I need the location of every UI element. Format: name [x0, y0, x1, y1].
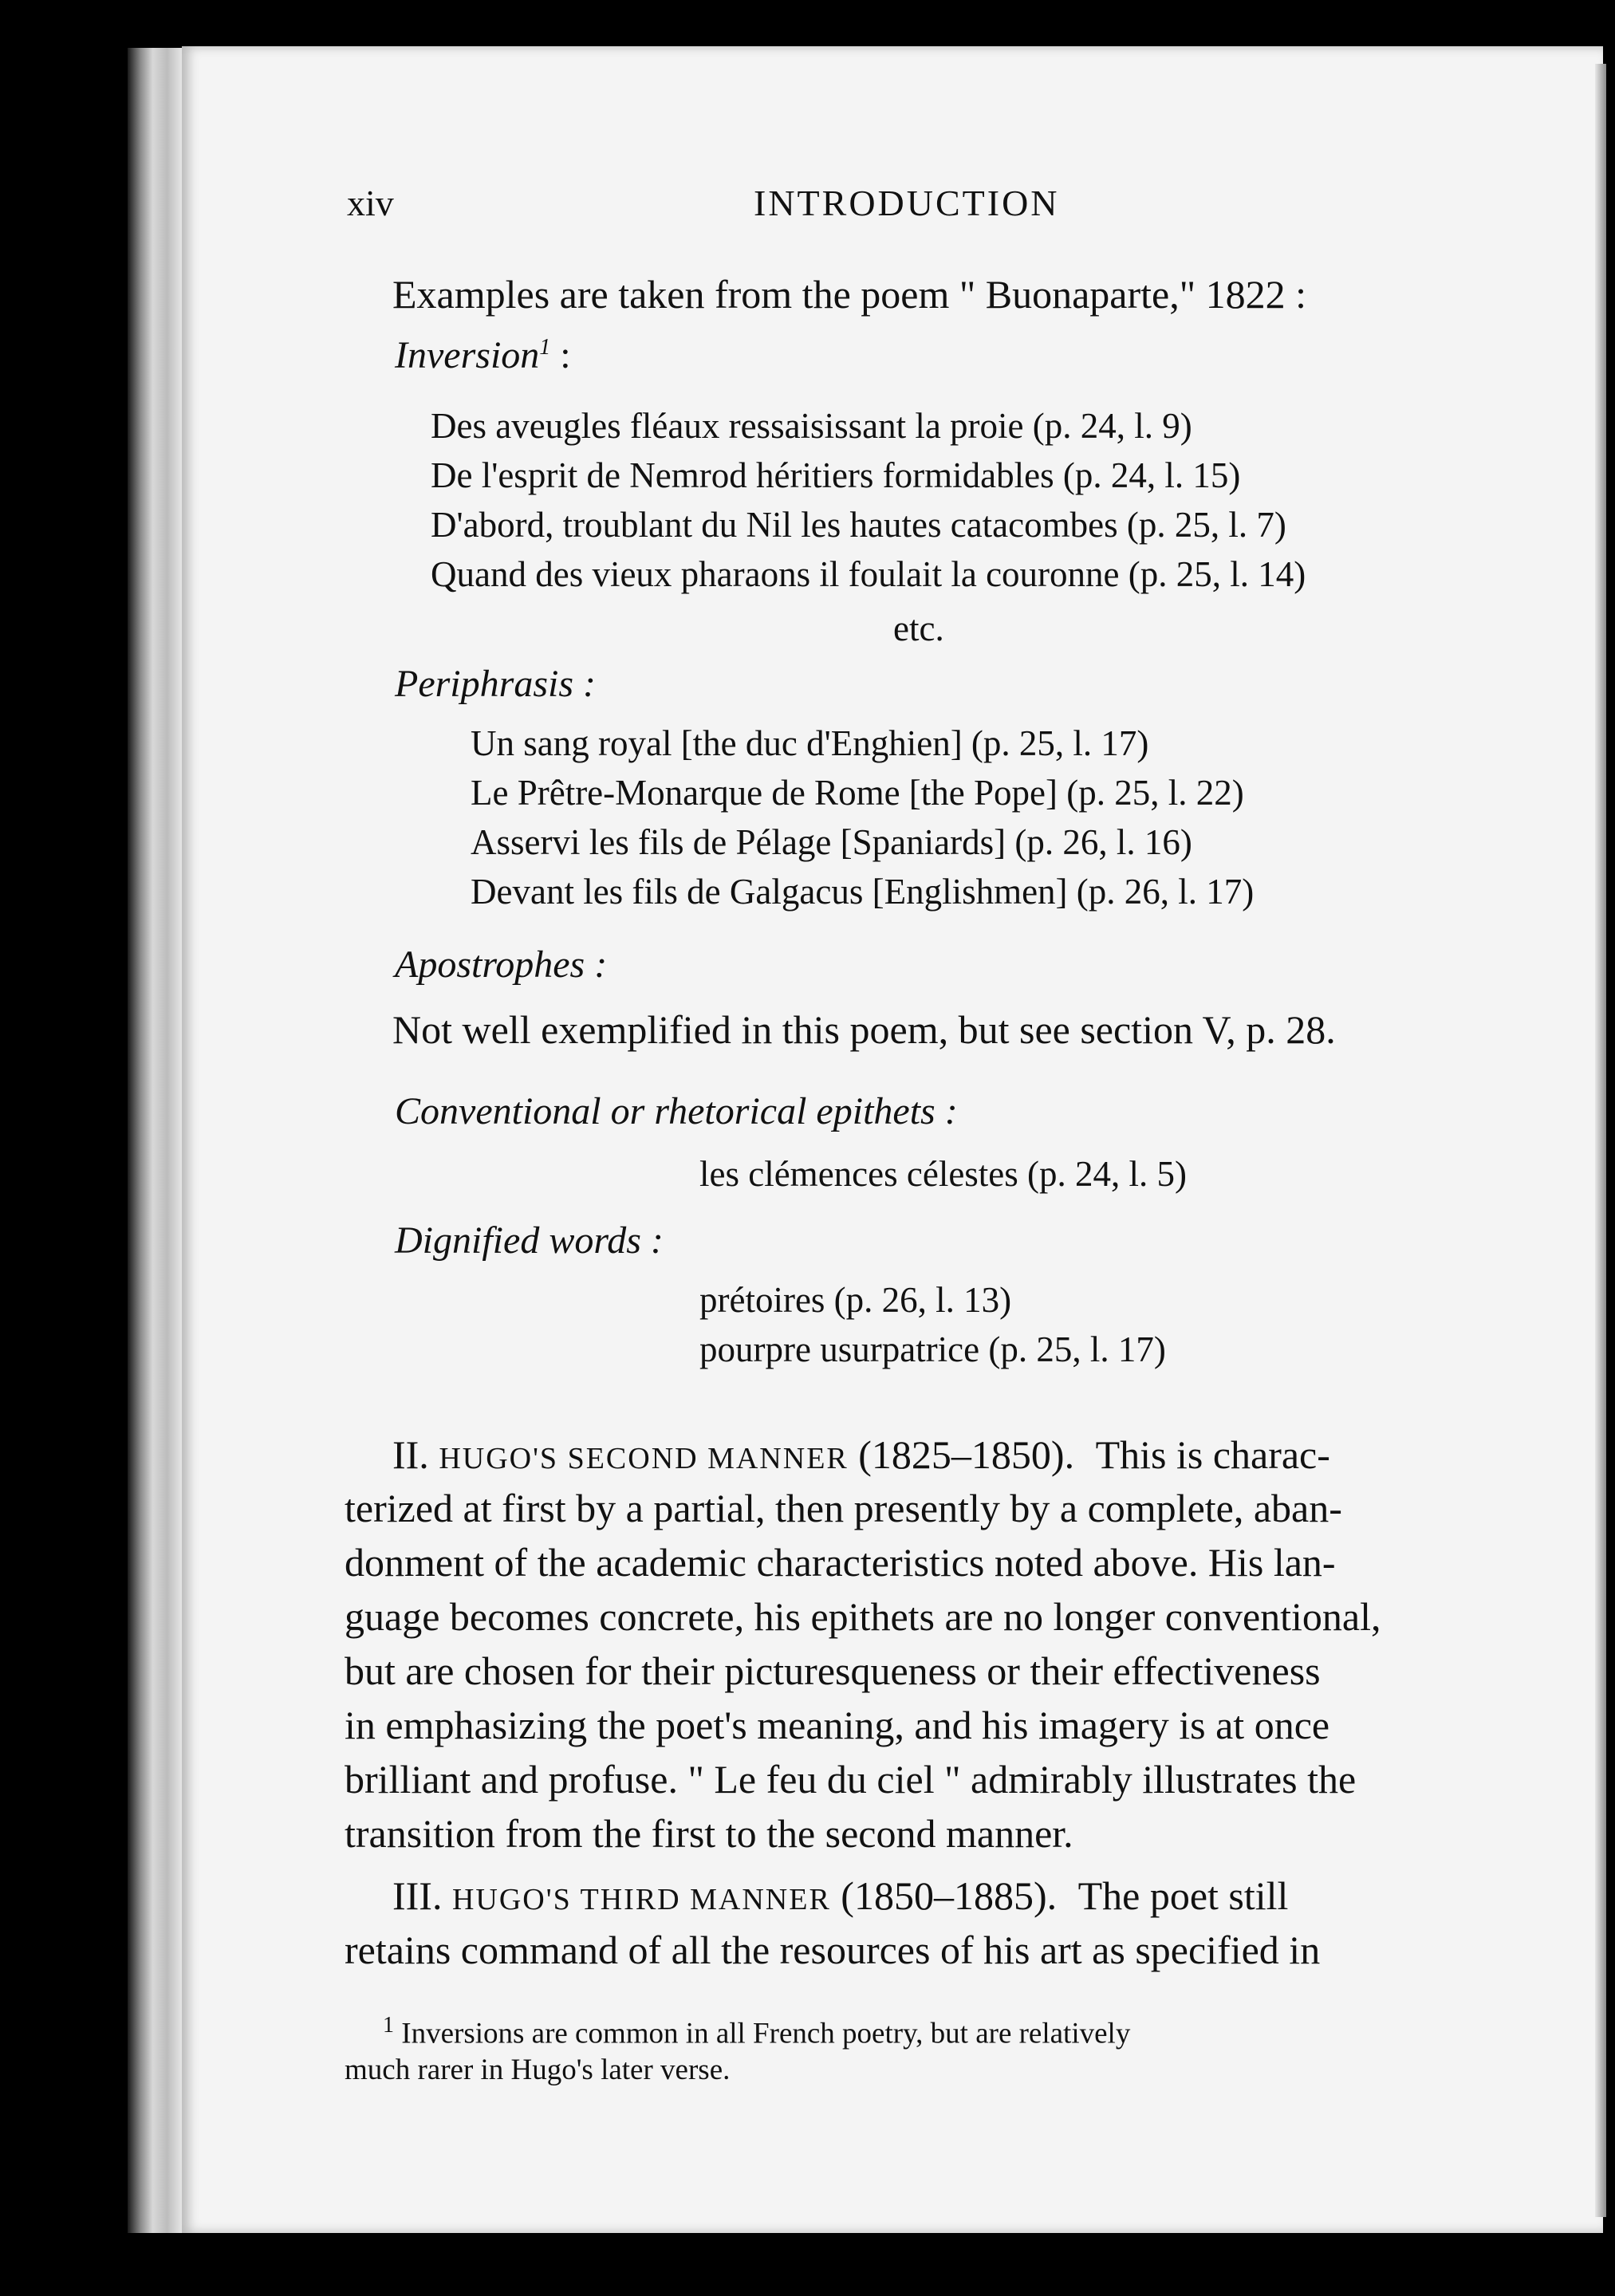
footnote-marker: 1: [383, 2013, 394, 2038]
footnote-line: much rarer in Hugo's later verse.: [345, 2054, 731, 2086]
inversion-heading: [395, 333, 571, 377]
manner-two-text: This is charac-: [1095, 1432, 1330, 1477]
footnote-text: Inversions are common in all French poetry, but are relatively: [401, 2017, 1131, 2050]
intro-line: Examples are taken from the poem " Buonaparte," 1822 :: [392, 272, 1307, 317]
inversion-line: D'abord, troublant du Nil les hautes catacombes (p. 25, l. 7): [431, 505, 1286, 545]
manner-two-line: but are chosen for their picturesqueness or their effectiveness: [345, 1648, 1321, 1693]
dignified-heading: Dignified words :: [395, 1219, 664, 1262]
manner-two-line: brilliant and profuse. " Le feu du ciel " admirably illustrates the: [345, 1757, 1357, 1802]
dignified-line: pourpre usurpatrice (p. 25, l. 17): [699, 1329, 1166, 1369]
inversion-line: De l'esprit de Nemrod héritiers formidables (p. 24, l. 15): [431, 455, 1241, 495]
periphrasis-line: Le Prêtre-Monarque de Rome [the Pope] (p. 25, l. 22): [471, 773, 1244, 813]
periphrasis-line: Asservi les fils de Pélage [Spaniards] (p. 26, l. 16): [471, 822, 1192, 862]
apostrophes-text: Not well exemplified in this poem, but see section V, p. 28.: [392, 1007, 1336, 1052]
manner-three-label: HUGO'S THIRD MANNER: [451, 1883, 831, 1916]
manner-two-label: HUGO'S SECOND MANNER: [439, 1442, 849, 1475]
manner-two-numeral: II.: [392, 1432, 429, 1477]
manner-two-first-line: [392, 1432, 1330, 1478]
inversion-etc: etc.: [893, 608, 944, 648]
periphrasis-line: Devant les fils de Galgacus [Englishmen] (p. 26, l. 17): [471, 872, 1255, 912]
manner-three-dates: (1850–1885).: [841, 1873, 1058, 1918]
running-title: INTRODUCTION: [754, 183, 1060, 223]
footnote-line: [383, 2013, 1130, 2050]
apostrophes-heading: Apostrophes :: [395, 943, 608, 986]
manner-two-line: terized at first by a partial, then presently by a complete, aban-: [345, 1486, 1342, 1530]
inversion-line: Quand des vieux pharaons il foulait la couronne (p. 25, l. 14): [431, 554, 1306, 594]
inversion-heading-text: Inversion: [395, 334, 540, 376]
manner-two-line: in emphasizing the poet's meaning, and his imagery is at once: [345, 1703, 1330, 1747]
dignified-line: prétoires (p. 26, l. 13): [699, 1280, 1012, 1320]
epithets-line: les clémences célestes (p. 24, l. 5): [699, 1154, 1188, 1194]
book-edge-right: [1595, 64, 1606, 2217]
footnote-reference: 1: [539, 335, 551, 360]
page-number: xiv: [347, 183, 394, 223]
manner-two-line: guage becomes concrete, his epithets are no longer conventional,: [345, 1594, 1381, 1639]
epithets-heading: Conventional or rhetorical epithets :: [395, 1090, 958, 1132]
manner-three-line: retains command of all the resources of his art as specified in: [345, 1928, 1321, 1972]
periphrasis-line: Un sang royal [the duc d'Enghien] (p. 25, l. 17): [471, 723, 1149, 763]
periphrasis-heading: Periphrasis :: [395, 663, 596, 705]
manner-two-line: donment of the academic characteristics noted above. His lan-: [345, 1540, 1336, 1585]
manner-three-text: The poet still: [1077, 1873, 1289, 1918]
manner-three-numeral: III.: [392, 1873, 443, 1918]
manner-two-line: transition from the first to the second manner.: [345, 1811, 1073, 1856]
manner-two-dates: (1825–1850).: [858, 1432, 1075, 1477]
manner-three-first-line: [392, 1873, 1288, 1919]
inversion-heading-colon: :: [550, 334, 571, 376]
inversion-line: Des aveugles fléaux ressaisissant la proie (p. 24, l. 9): [431, 406, 1192, 446]
running-header: [347, 182, 1523, 230]
